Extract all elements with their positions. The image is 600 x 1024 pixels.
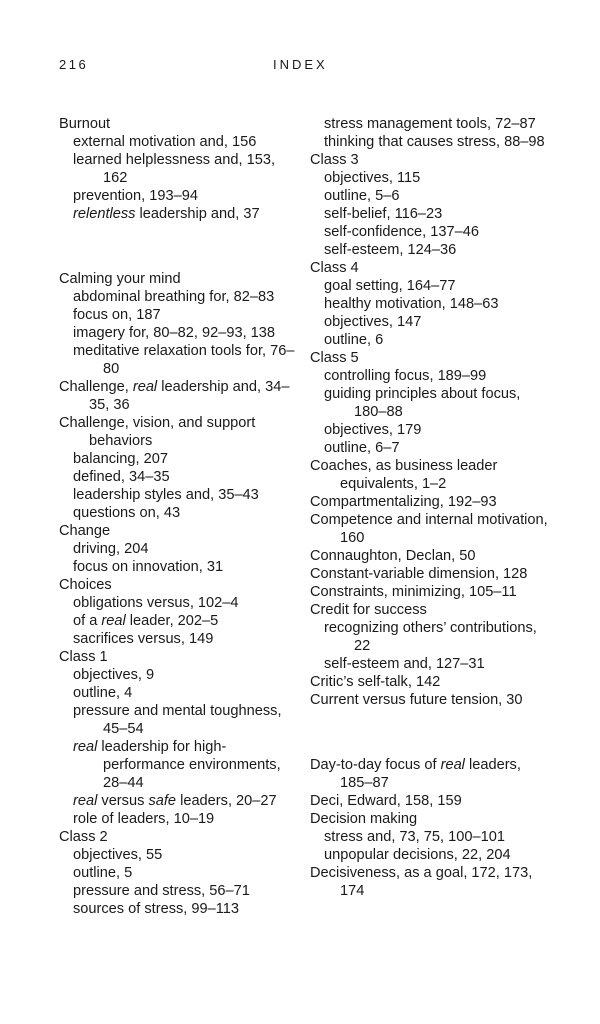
- entry-text: objectives, 115: [324, 170, 421, 186]
- entry-text: leadership styles and, 35–43: [73, 487, 259, 504]
- index-entry: [310, 511, 550, 547]
- index-entry: [310, 457, 550, 493]
- index-subentry: [310, 619, 550, 655]
- index-subentry: [310, 295, 550, 313]
- index-subentry: [310, 421, 550, 439]
- entry-text: questions on, 43: [73, 505, 181, 522]
- entry-text: self-belief, 116–23: [324, 206, 443, 222]
- index-subentry: [59, 450, 299, 468]
- entry-text: Class 5: [310, 350, 359, 366]
- index-subentry: [310, 187, 550, 205]
- page-number: 216: [59, 57, 89, 72]
- index-entry: [59, 522, 299, 540]
- index-entry: [310, 691, 550, 709]
- entry-text: Compartmentalizing, 192–93: [310, 494, 497, 510]
- entry-text: self-esteem, 124–36: [324, 242, 457, 258]
- entry-text: objectives, 147: [324, 314, 422, 330]
- entry-text: outline, 6: [324, 332, 384, 348]
- entry-text: sources of stress, 99–113: [73, 901, 240, 918]
- entry-text: sacrifices versus, 149: [73, 631, 214, 648]
- index-subentry: [310, 439, 550, 457]
- entry-text: Credit for success: [310, 602, 427, 618]
- italic-term: real: [73, 793, 98, 810]
- index-entry: [59, 414, 299, 450]
- index-entry: [59, 576, 299, 594]
- index-entry: [310, 864, 550, 900]
- entry-text: leaders, 20–27: [176, 793, 277, 810]
- entry-text: Day-to-day focus of: [310, 757, 441, 774]
- entry-text: leaders, 185–87: [340, 757, 521, 792]
- index-subentry: [59, 468, 299, 486]
- entry-text: role of leaders, 10–19: [73, 811, 215, 828]
- entry-text: stress management tools, 72–87: [324, 116, 536, 132]
- index-entry: [59, 828, 299, 846]
- italic-term: real: [101, 613, 126, 630]
- index-column-left: [59, 115, 299, 918]
- entry-text: controlling focus, 189–99: [324, 368, 487, 384]
- index-subentry: [310, 313, 550, 331]
- index-subentry: [310, 115, 550, 133]
- entry-text: Challenge, vision, and support behaviors: [59, 415, 256, 450]
- entry-text: prevention, 193–94: [73, 188, 198, 204]
- index-subentry: [59, 630, 299, 648]
- index-subentry: [59, 504, 299, 522]
- index-entry: [310, 601, 550, 619]
- index-subentry: [310, 367, 550, 385]
- entry-text: Deci, Edward, 158, 159: [310, 793, 462, 810]
- entry-text: imagery for, 80–82, 92–93, 138: [73, 325, 276, 342]
- index-subentry: [59, 900, 299, 918]
- index-subentry: [59, 792, 299, 810]
- entry-text: self-confidence, 137–46: [324, 224, 479, 240]
- index-subentry: [59, 558, 299, 576]
- entry-text: outline, 6–7: [324, 440, 400, 456]
- entry-text: objectives, 9: [73, 667, 155, 684]
- index-subentry: [310, 846, 550, 864]
- index-entry: [310, 583, 550, 601]
- index-subentry: [59, 486, 299, 504]
- entry-text: abdominal breathing for, 82–83: [73, 289, 275, 306]
- entry-text: goal setting, 164–77: [324, 278, 456, 294]
- entry-text: Constraints, minimizing, 105–11: [310, 584, 517, 600]
- italic-term: safe: [148, 793, 177, 810]
- entry-text: Competence and internal motivation, 160: [310, 512, 548, 546]
- entry-text: Calming your mind: [59, 271, 181, 288]
- entry-text: Decision making: [310, 811, 418, 828]
- entry-text: Challenge,: [59, 379, 133, 396]
- entry-text: Class 4: [310, 260, 359, 276]
- index-subentry: [310, 133, 550, 151]
- index-subentry: [59, 151, 299, 187]
- entry-text: driving, 204: [73, 541, 149, 558]
- index-subentry: [59, 864, 299, 882]
- entry-text: stress and, 73, 75, 100–101: [324, 829, 505, 846]
- index-subentry: [310, 169, 550, 187]
- entry-text: Coaches, as business leader equivalents, 1–2: [310, 458, 498, 492]
- entry-text: leader, 202–5: [125, 613, 219, 630]
- index-subentry: [59, 288, 299, 306]
- entry-text: Change: [59, 523, 111, 540]
- italic-term: real: [440, 757, 465, 774]
- italic-term: real: [132, 379, 158, 396]
- index-entry: [310, 673, 550, 691]
- entry-text: versus: [97, 793, 149, 810]
- entry-text: Class 2: [59, 829, 108, 846]
- entry-text: outline, 5–6: [324, 188, 400, 204]
- entry-text: external motivation and, 156: [73, 134, 257, 150]
- index-subentry: [59, 133, 299, 151]
- entry-text: pressure and stress, 56–71: [73, 883, 250, 900]
- index-subentry: [59, 594, 299, 612]
- italic-term: real: [73, 739, 98, 756]
- entry-text: defined, 34–35: [73, 469, 170, 486]
- index-subentry: [310, 205, 550, 223]
- entry-text: learned helplessness and, 153, 162: [73, 152, 276, 186]
- index-entry: [59, 115, 299, 133]
- running-head: INDEX: [273, 57, 328, 72]
- entry-text: outline, 5: [73, 865, 133, 882]
- index-subentry: [59, 342, 299, 378]
- entry-text: Critic’s self-talk, 142: [310, 674, 441, 690]
- entry-text: leadership and, 37: [135, 206, 260, 222]
- index-entry: [310, 565, 550, 583]
- index-subentry: [59, 666, 299, 684]
- index-subentry: [310, 331, 550, 349]
- entry-text: pressure and mental toughness, 45–54: [73, 703, 282, 738]
- index-subentry: [310, 241, 550, 259]
- entry-text: Burnout: [59, 116, 111, 132]
- index-subentry: [310, 277, 550, 295]
- index-entry: [310, 547, 550, 565]
- entry-text: Class 1: [59, 649, 108, 666]
- entry-text: healthy motivation, 148–63: [324, 296, 499, 312]
- index-subentry: [310, 385, 550, 421]
- entry-spacer: [59, 238, 299, 256]
- entry-text: meditative relaxation tools for, 76–80: [73, 343, 295, 378]
- index-entry: [310, 259, 550, 277]
- entry-text: Connaughton, Declan, 50: [310, 548, 476, 564]
- index-entry: [59, 648, 299, 666]
- index-subentry: [59, 612, 299, 630]
- index-entry: [310, 493, 550, 511]
- entry-text: thinking that causes stress, 88–98: [324, 134, 545, 150]
- entry-text: objectives, 179: [324, 422, 422, 438]
- italic-term: relentless: [73, 206, 136, 222]
- index-subentry: [59, 882, 299, 900]
- entry-text: Choices: [59, 577, 112, 594]
- index-subentry: [59, 810, 299, 828]
- index-subentry: [310, 223, 550, 241]
- index-subentry: [59, 306, 299, 324]
- index-entry: [310, 756, 550, 792]
- index-subentry: [59, 324, 299, 342]
- entry-text: leadership for high-performance environments, 28–44: [97, 739, 281, 792]
- entry-text: of a: [73, 613, 102, 630]
- index-entry: [310, 151, 550, 169]
- index-entry: [310, 792, 550, 810]
- entry-text: leadership and, 34–35, 36: [89, 379, 290, 414]
- entry-text: unpopular decisions, 22, 204: [324, 847, 511, 864]
- entry-text: outline, 4: [73, 685, 133, 702]
- index-subentry: [310, 655, 550, 673]
- index-subentry: [310, 828, 550, 846]
- entry-text: recognizing others’ contributions, 22: [324, 620, 537, 654]
- entry-text: focus on innovation, 31: [73, 559, 224, 576]
- index-entry: [310, 349, 550, 367]
- index-subentry: [59, 702, 299, 738]
- index-subentry: [59, 684, 299, 702]
- entry-spacer: [310, 724, 550, 742]
- entry-text: focus on, 187: [73, 307, 161, 324]
- index-subentry: [59, 187, 299, 205]
- index-subentry: [59, 738, 299, 792]
- index-entry: [310, 810, 550, 828]
- index-subentry: [59, 846, 299, 864]
- entry-text: Class 3: [310, 152, 359, 168]
- entry-text: Decisiveness, as a goal, 172, 173, 174: [310, 865, 533, 900]
- entry-text: self-esteem and, 127–31: [324, 656, 485, 672]
- entry-text: Current versus future tension, 30: [310, 692, 523, 708]
- index-column-right: [310, 115, 550, 900]
- entry-text: guiding principles about focus, 180–88: [324, 386, 521, 420]
- index-subentry: [59, 205, 299, 223]
- entry-text: balancing, 207: [73, 451, 168, 468]
- entry-text: objectives, 55: [73, 847, 163, 864]
- index-entry: [59, 378, 299, 414]
- entry-text: obligations versus, 102–4: [73, 595, 239, 612]
- entry-text: Constant-variable dimension, 128: [310, 566, 528, 582]
- index-subentry: [59, 540, 299, 558]
- index-entry: [59, 270, 299, 288]
